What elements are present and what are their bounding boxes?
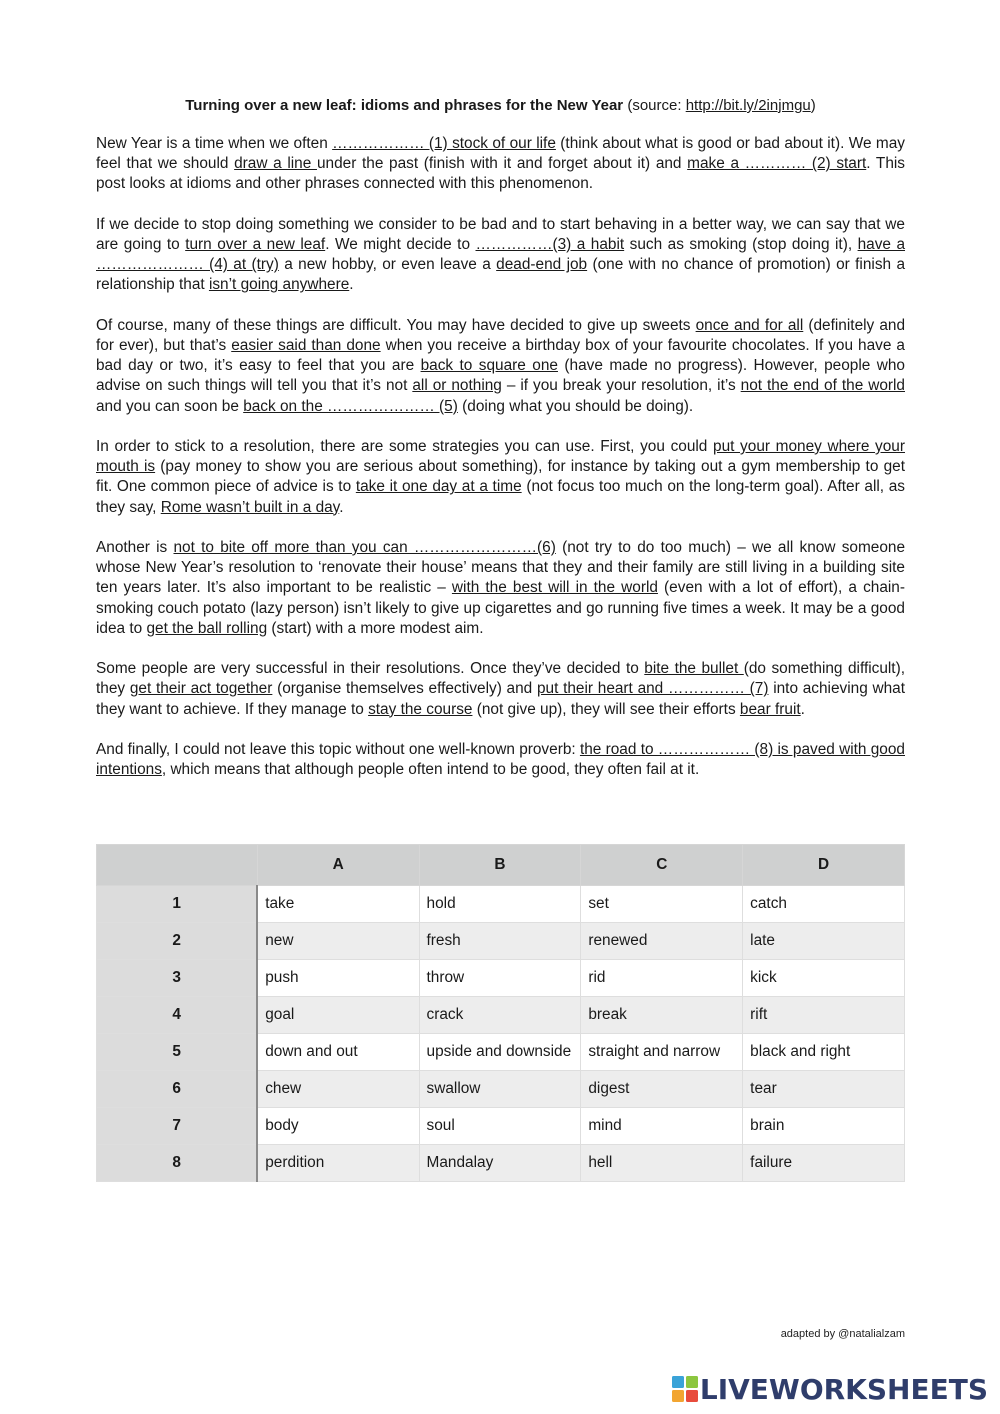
paragraph (96, 659, 905, 720)
table-row (97, 1145, 905, 1182)
paragraph-text: (have made no progress). However, people who advise on such things will tell you that it’s not (96, 357, 905, 395)
question-number: 7 (97, 1108, 258, 1145)
idiom-phrase: get their act together (129, 680, 273, 698)
option-cell: kick (743, 960, 905, 997)
paragraph-text: (doing what you should be doing). (457, 397, 694, 415)
paragraph-text: a new hobby, or even leave a (278, 256, 497, 274)
paragraph-text: (organise themselves effectively) and (272, 680, 537, 698)
idiom-phrase: bear fruit (739, 700, 801, 718)
option-cell: break (581, 997, 743, 1034)
idiom-phrase: put your money where your mouth is (96, 438, 905, 476)
paragraph-text: Of course, many of these things are difficult. You may have decided to give up sweets (96, 316, 696, 334)
idiom-phrase: bite the bullet (644, 660, 744, 678)
idiom-phrase: draw a line (234, 155, 317, 173)
option-cell: fresh (419, 923, 581, 960)
header-cell: A (257, 845, 419, 886)
option-cell: Mandalay (419, 1145, 581, 1182)
paragraph-text: . We might decide to (325, 236, 476, 253)
idiom-phrase: not the end of the world (740, 377, 905, 395)
header-cell: D (743, 845, 905, 886)
answer-options-table (96, 844, 905, 1182)
option-cell: straight and narrow (581, 1034, 743, 1071)
question-number: 3 (97, 960, 258, 997)
paragraph (96, 740, 905, 780)
table-row (97, 997, 905, 1034)
header-cell: C (581, 845, 743, 886)
paragraph-text: Another is (96, 539, 174, 556)
paragraph-text: . (349, 276, 354, 294)
option-cell: swallow (419, 1071, 581, 1108)
idiom-phrase: the road to ……………… (8) is paved with good intentions (96, 741, 905, 779)
worksheet-page (96, 96, 905, 801)
article-body (96, 134, 905, 780)
paragraph-text: into achieving what they want to achieve. If they manage to (96, 680, 906, 718)
paragraph-text: . (339, 498, 344, 516)
table-row (97, 960, 905, 997)
option-cell: digest (581, 1071, 743, 1108)
idiom-phrase: ……………(3) a habit (475, 236, 625, 253)
paragraph-text: (one with no chance of promotion) or finish a relationship that (96, 256, 906, 294)
idiom-phrase: not to bite off more than you can ……………………(6) (173, 539, 556, 556)
paragraph-text: , which means that although people often intend to be good, they often fail at it. (161, 761, 700, 779)
option-cell: black and right (743, 1034, 905, 1071)
idiom-phrase: isn’t going anywhere (208, 276, 350, 294)
paragraph-text: (not give up), they will see their efforts (472, 700, 740, 718)
paragraph-text: (pay money to show you are serious about something), for instance by taking out a gym membership to get fit. One common piece of advice is to (96, 458, 905, 496)
paragraph (96, 538, 905, 639)
option-cell: down and out (257, 1034, 419, 1071)
paragraph-text: (do something difficult), they (96, 660, 905, 698)
paragraph-text: . This post looks at idioms and other phrases connected with this phenomenon. (96, 155, 905, 193)
paragraph-text: And finally, I could not leave this topic without one well-known proverb: (96, 741, 580, 758)
idiom-phrase: easier said than done (231, 337, 381, 354)
paragraph-text: (definitely and for ever), but that’s (96, 316, 906, 354)
idiom-phrase: get the ball rolling (146, 619, 268, 637)
paragraph-text: (think about what is good or bad about it). We may feel that we should (96, 135, 906, 173)
paragraph-text: (not try to do too much) – we all know someone whose New Year’s resolution to ‘renovate their house’ means that they and their family are still living in a building site ten years later. It’s also important to be realistic – (96, 539, 906, 597)
liveworksheets-logo-icon (672, 1376, 698, 1402)
table-row (97, 1108, 905, 1145)
option-cell: rift (743, 997, 905, 1034)
option-cell: catch (743, 886, 905, 923)
idiom-phrase: put their heart and …………… (7) (536, 680, 769, 698)
option-cell: goal (257, 997, 419, 1034)
option-cell: late (743, 923, 905, 960)
page-title (96, 96, 905, 116)
option-cell: body (257, 1108, 419, 1145)
option-cell: hold (419, 886, 581, 923)
paragraph-text: and you can soon be (96, 397, 244, 415)
question-number: 8 (97, 1145, 258, 1182)
question-number: 6 (97, 1071, 258, 1108)
brand-footer[interactable] (672, 1373, 988, 1405)
paragraph-text: (not focus too much on the long-term goal). After all, as they say, (96, 478, 905, 516)
header-cell (97, 845, 258, 886)
table-row (97, 886, 905, 923)
idiom-phrase: back to square one (420, 357, 558, 375)
paragraph-text: when you receive a birthday box of your favourite chocolates. If you have a bad day or two, it’s easy to feel that you are (96, 337, 905, 375)
idiom-phrase: all or nothing (412, 377, 502, 395)
paragraph-text: under the past (finish with it and forget about it) and (316, 155, 688, 173)
table-row (97, 1034, 905, 1071)
option-cell: push (257, 960, 419, 997)
source-prefix: (source: (623, 97, 686, 114)
idiom-phrase: once and for all (695, 316, 804, 334)
option-cell: rid (581, 960, 743, 997)
paragraph-text: If we decide to stop doing something we consider to be bad and to start behaving in a better way, we can say that we are going to (96, 215, 905, 253)
idiom-phrase: dead-end job (496, 256, 588, 274)
header-cell: B (419, 845, 581, 886)
paragraph-text: In order to stick to a resolution, there are some strategies you can use. First, you could (96, 438, 714, 455)
option-cell: tear (743, 1071, 905, 1108)
option-cell: new (257, 923, 419, 960)
option-cell: set (581, 886, 743, 923)
logo-tile-l (672, 1376, 684, 1388)
brand-name: LIVEWORKSHEETS (699, 1372, 988, 1406)
paragraph (96, 134, 905, 195)
idiom-phrase: stay the course (368, 700, 473, 718)
paragraph-text: – if you break your resolution, it’s (501, 377, 741, 395)
option-cell: brain (743, 1108, 905, 1145)
source-link[interactable]: http://bit.ly/2injmgu (685, 97, 811, 114)
idiom-phrase: Rome wasn’t built in a day (160, 498, 340, 516)
option-cell: crack (419, 997, 581, 1034)
paragraph-text: Some people are very successful in their resolutions. Once they’ve decided to (96, 660, 645, 678)
paragraph-text: (start) with a more modest aim. (267, 619, 484, 637)
idiom-phrase: ……………… (1) stock of our life (332, 135, 556, 152)
option-cell: chew (257, 1071, 419, 1108)
paragraph (96, 215, 905, 296)
option-cell: hell (581, 1145, 743, 1182)
logo-tile-v (672, 1390, 684, 1402)
question-number: 5 (97, 1034, 258, 1071)
question-number: 1 (97, 886, 258, 923)
option-cell: soul (419, 1108, 581, 1145)
option-cell: renewed (581, 923, 743, 960)
option-cell: upside and downside (419, 1034, 581, 1071)
paragraph-text: such as smoking (stop doing it), (624, 236, 858, 253)
logo-tile-e (686, 1390, 698, 1402)
idiom-phrase: make a ………… (2) start (687, 155, 867, 173)
paragraph-text: New Year is a time when we often (96, 135, 333, 152)
title-text: Turning over a new leaf: idioms and phrases for the New Year (185, 97, 624, 114)
question-number: 2 (97, 923, 258, 960)
option-cell: perdition (257, 1145, 419, 1182)
option-cell: mind (581, 1108, 743, 1145)
option-cell: failure (743, 1145, 905, 1182)
paragraph-text: (even with a lot of effort), a chain-smoking couch potato (lazy person) isn’t likely to give up cigarettes and go running five times a week. It may be a good idea to (96, 579, 905, 637)
paragraph (96, 437, 905, 518)
paragraph-text: . (800, 700, 805, 718)
idiom-phrase: back on the ………………… (5) (243, 397, 458, 415)
credit-text: adapted by @natalialzam (780, 1328, 905, 1340)
table-row (97, 1071, 905, 1108)
table-row (97, 923, 905, 960)
option-cell: take (257, 886, 419, 923)
logo-tile-i (686, 1376, 698, 1388)
idiom-phrase: with the best will in the world (451, 579, 658, 597)
table-header-row (97, 845, 905, 886)
source-suffix: ) (810, 97, 816, 114)
option-cell: throw (419, 960, 581, 997)
question-number: 4 (97, 997, 258, 1034)
idiom-phrase: turn over a new leaf (185, 236, 326, 253)
idiom-phrase: have a ………………… (4) at (try) (96, 236, 906, 274)
idiom-phrase: take it one day at a time (355, 478, 522, 496)
paragraph (96, 316, 905, 417)
